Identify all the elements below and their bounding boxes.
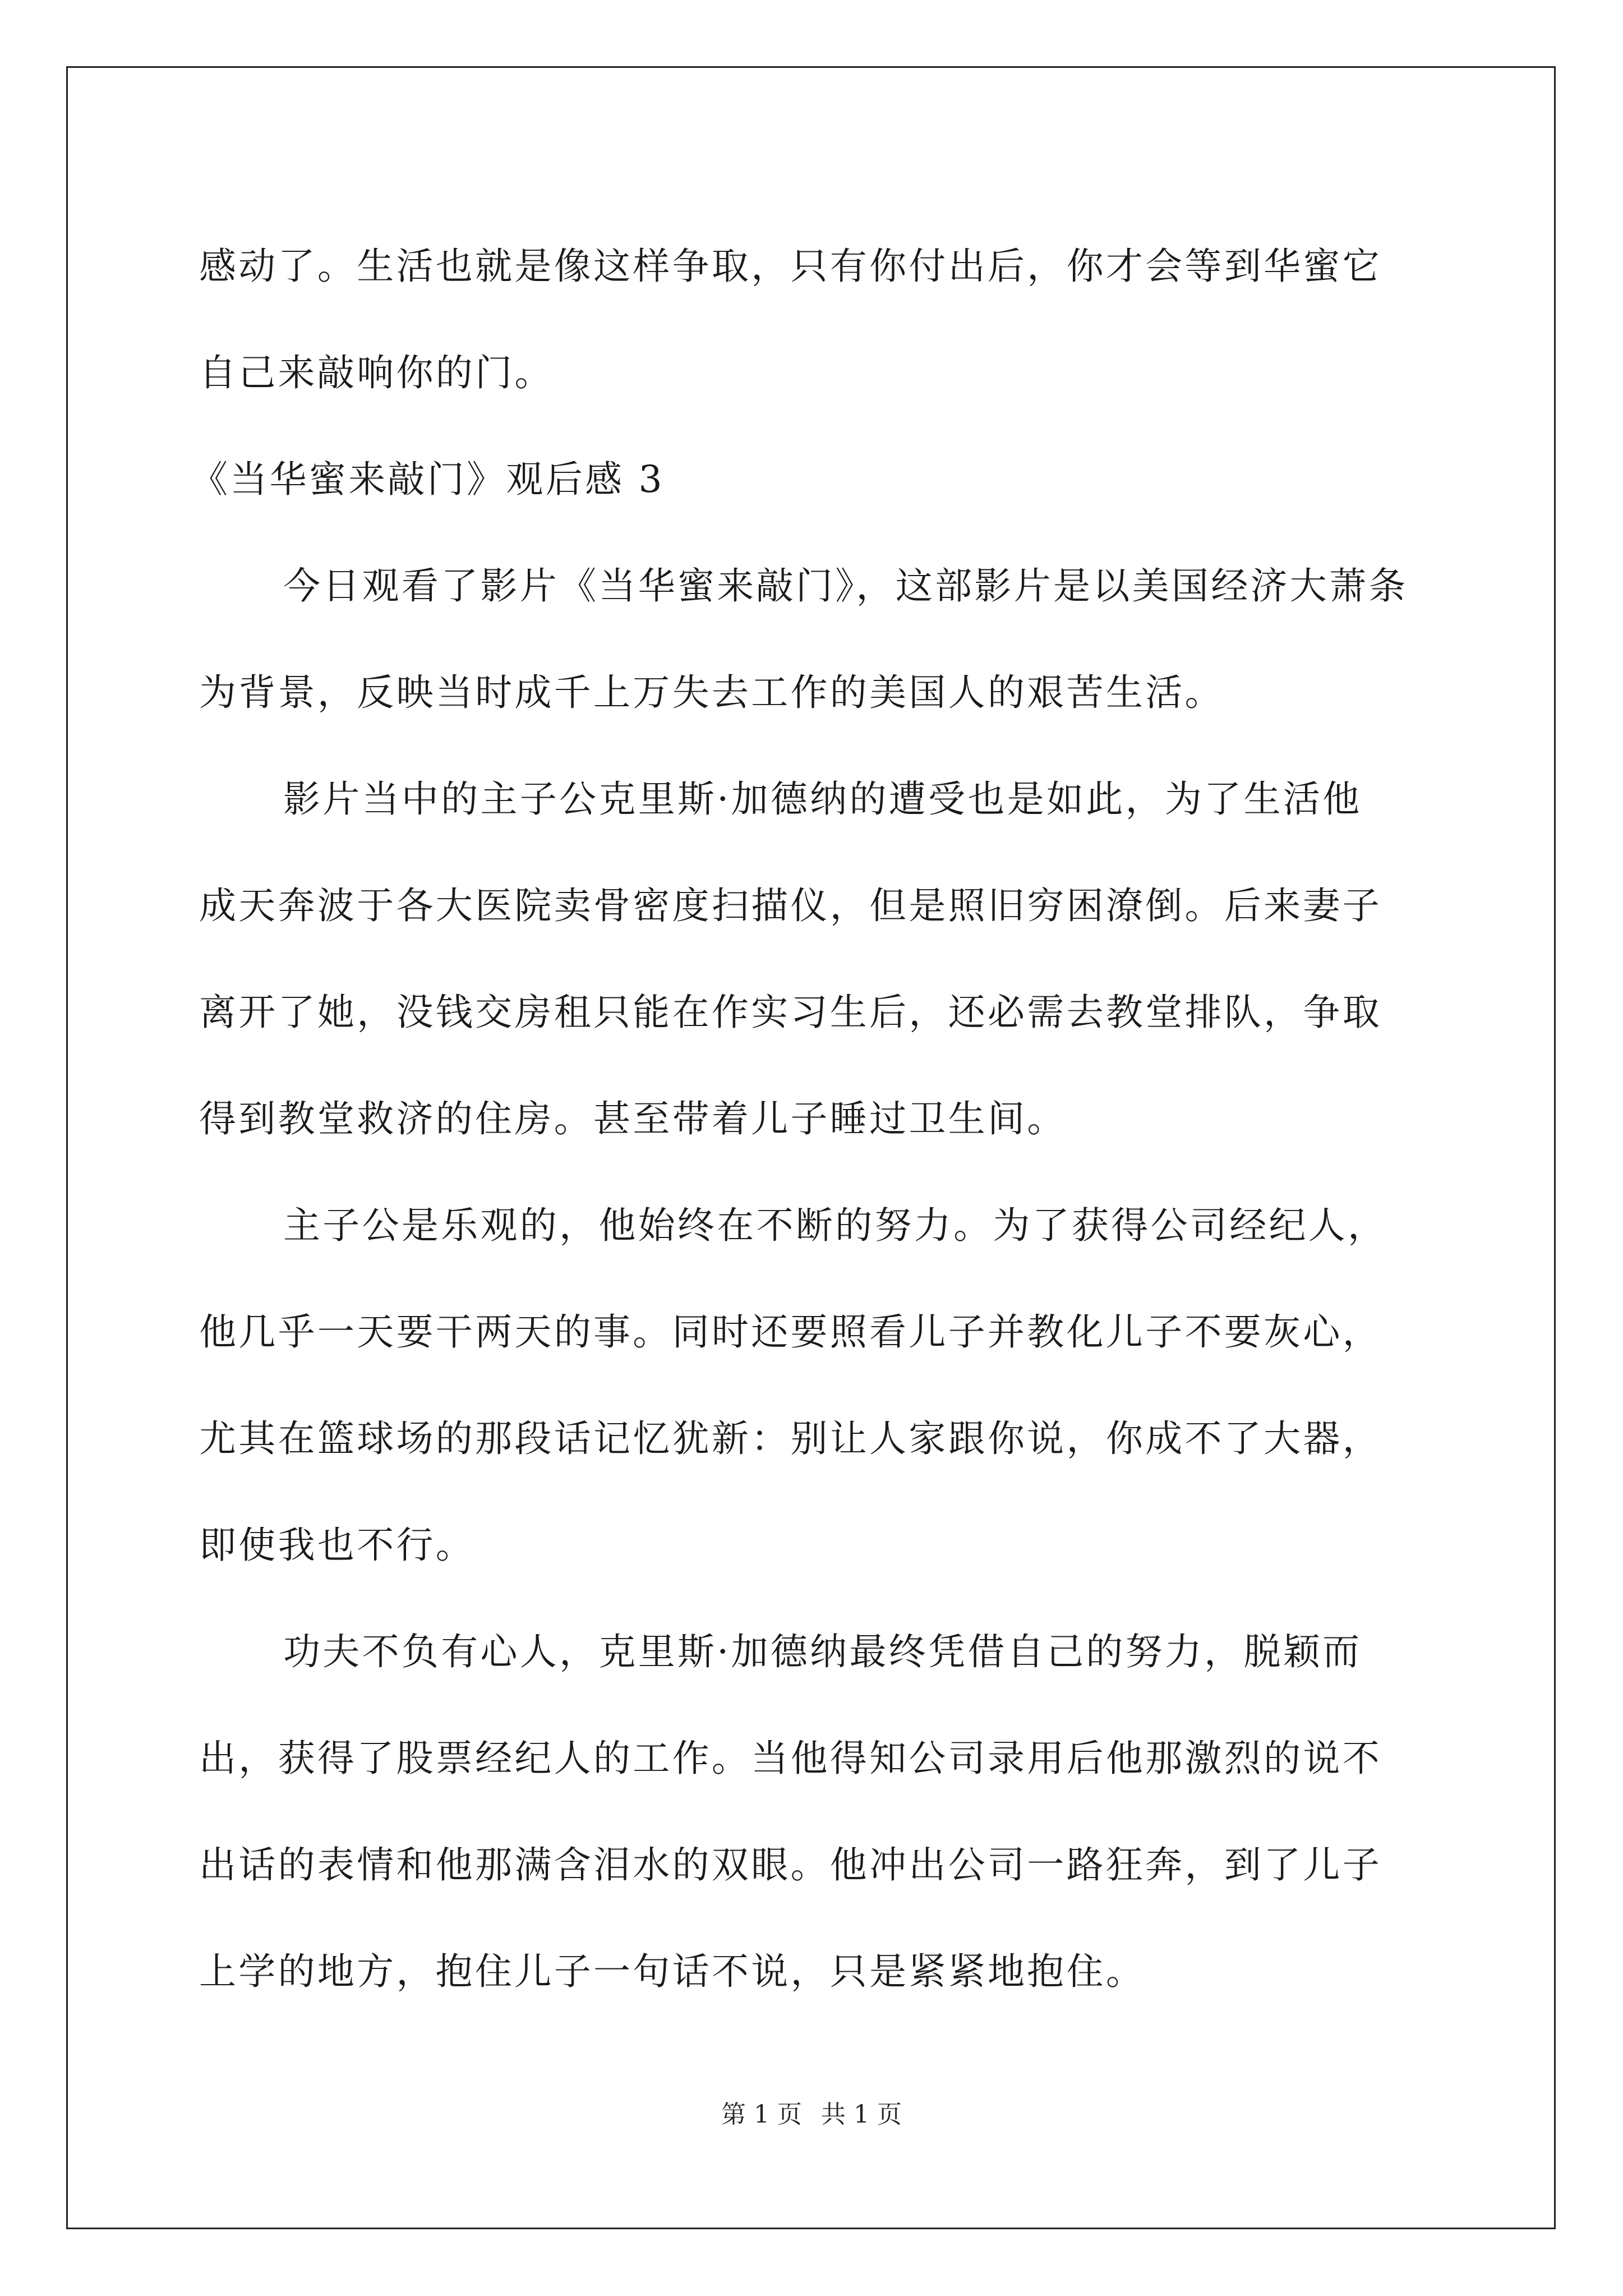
page-number: 第 1 页 [721,2100,802,2129]
page-footer [0,2098,1623,2132]
paragraph-first-line: 功夫不负有心人，克里斯·加德纳最终凭借自己的努力，脱颖而 [283,1630,1362,1673]
text-line: 为背景，反映当时成千上万失去工作的美国人的艰苦生活。 [199,671,1224,714]
section-title: 《当华蜜来敲门》观后感 3 [191,458,665,501]
paragraph-first-line: 今日观看了影片《当华蜜来敲门》，这部影片是以美国经济大萧条 [283,564,1408,608]
text-line: 成天奔波于各大医院卖骨密度扫描仪，但是照旧穷困潦倒。后来妻子 [199,884,1382,927]
text-line: 出，获得了股票经纪人的工作。当他得知公司录用后他那激烈的说不 [199,1737,1382,1780]
text-line: 离开了她，没钱交房租只能在作实习生后，还必需去教堂排队，争取 [199,991,1382,1034]
text-line: 出话的表情和他那满含泪水的双眼。他冲出公司一路狂奔，到了儿子 [199,1843,1382,1887]
paragraph-first-line: 影片当中的主子公克里斯·加德纳的遭受也是如此，为了生活他 [283,777,1362,821]
text-line: 他几乎一天要干两天的事。同时还要照看儿子并教化儿子不要灰心， [199,1310,1382,1354]
paragraph-first-line: 主子公是乐观的，他始终在不断的努力。为了获得公司经纪人， [283,1204,1387,1247]
text-line: 即使我也不行。 [199,1524,476,1567]
text-line: 尤其在篮球场的那段话记忆犹新：别让人家跟你说，你成不了大器， [199,1417,1382,1460]
text-line: 上学的地方，抱住儿子一句话不说，只是紧紧地抱住。 [199,1950,1146,1993]
page-total: 共 1 页 [821,2100,902,2129]
text-line: 自己来敲响你的门。 [199,351,554,394]
text-line: 感动了。生活也就是像这样争取，只有你付出后，你才会等到华蜜它 [199,245,1382,288]
document-body [191,213,1427,2025]
text-line: 得到教堂救济的住房。甚至带着儿子睡过卫生间。 [199,1097,1067,1140]
